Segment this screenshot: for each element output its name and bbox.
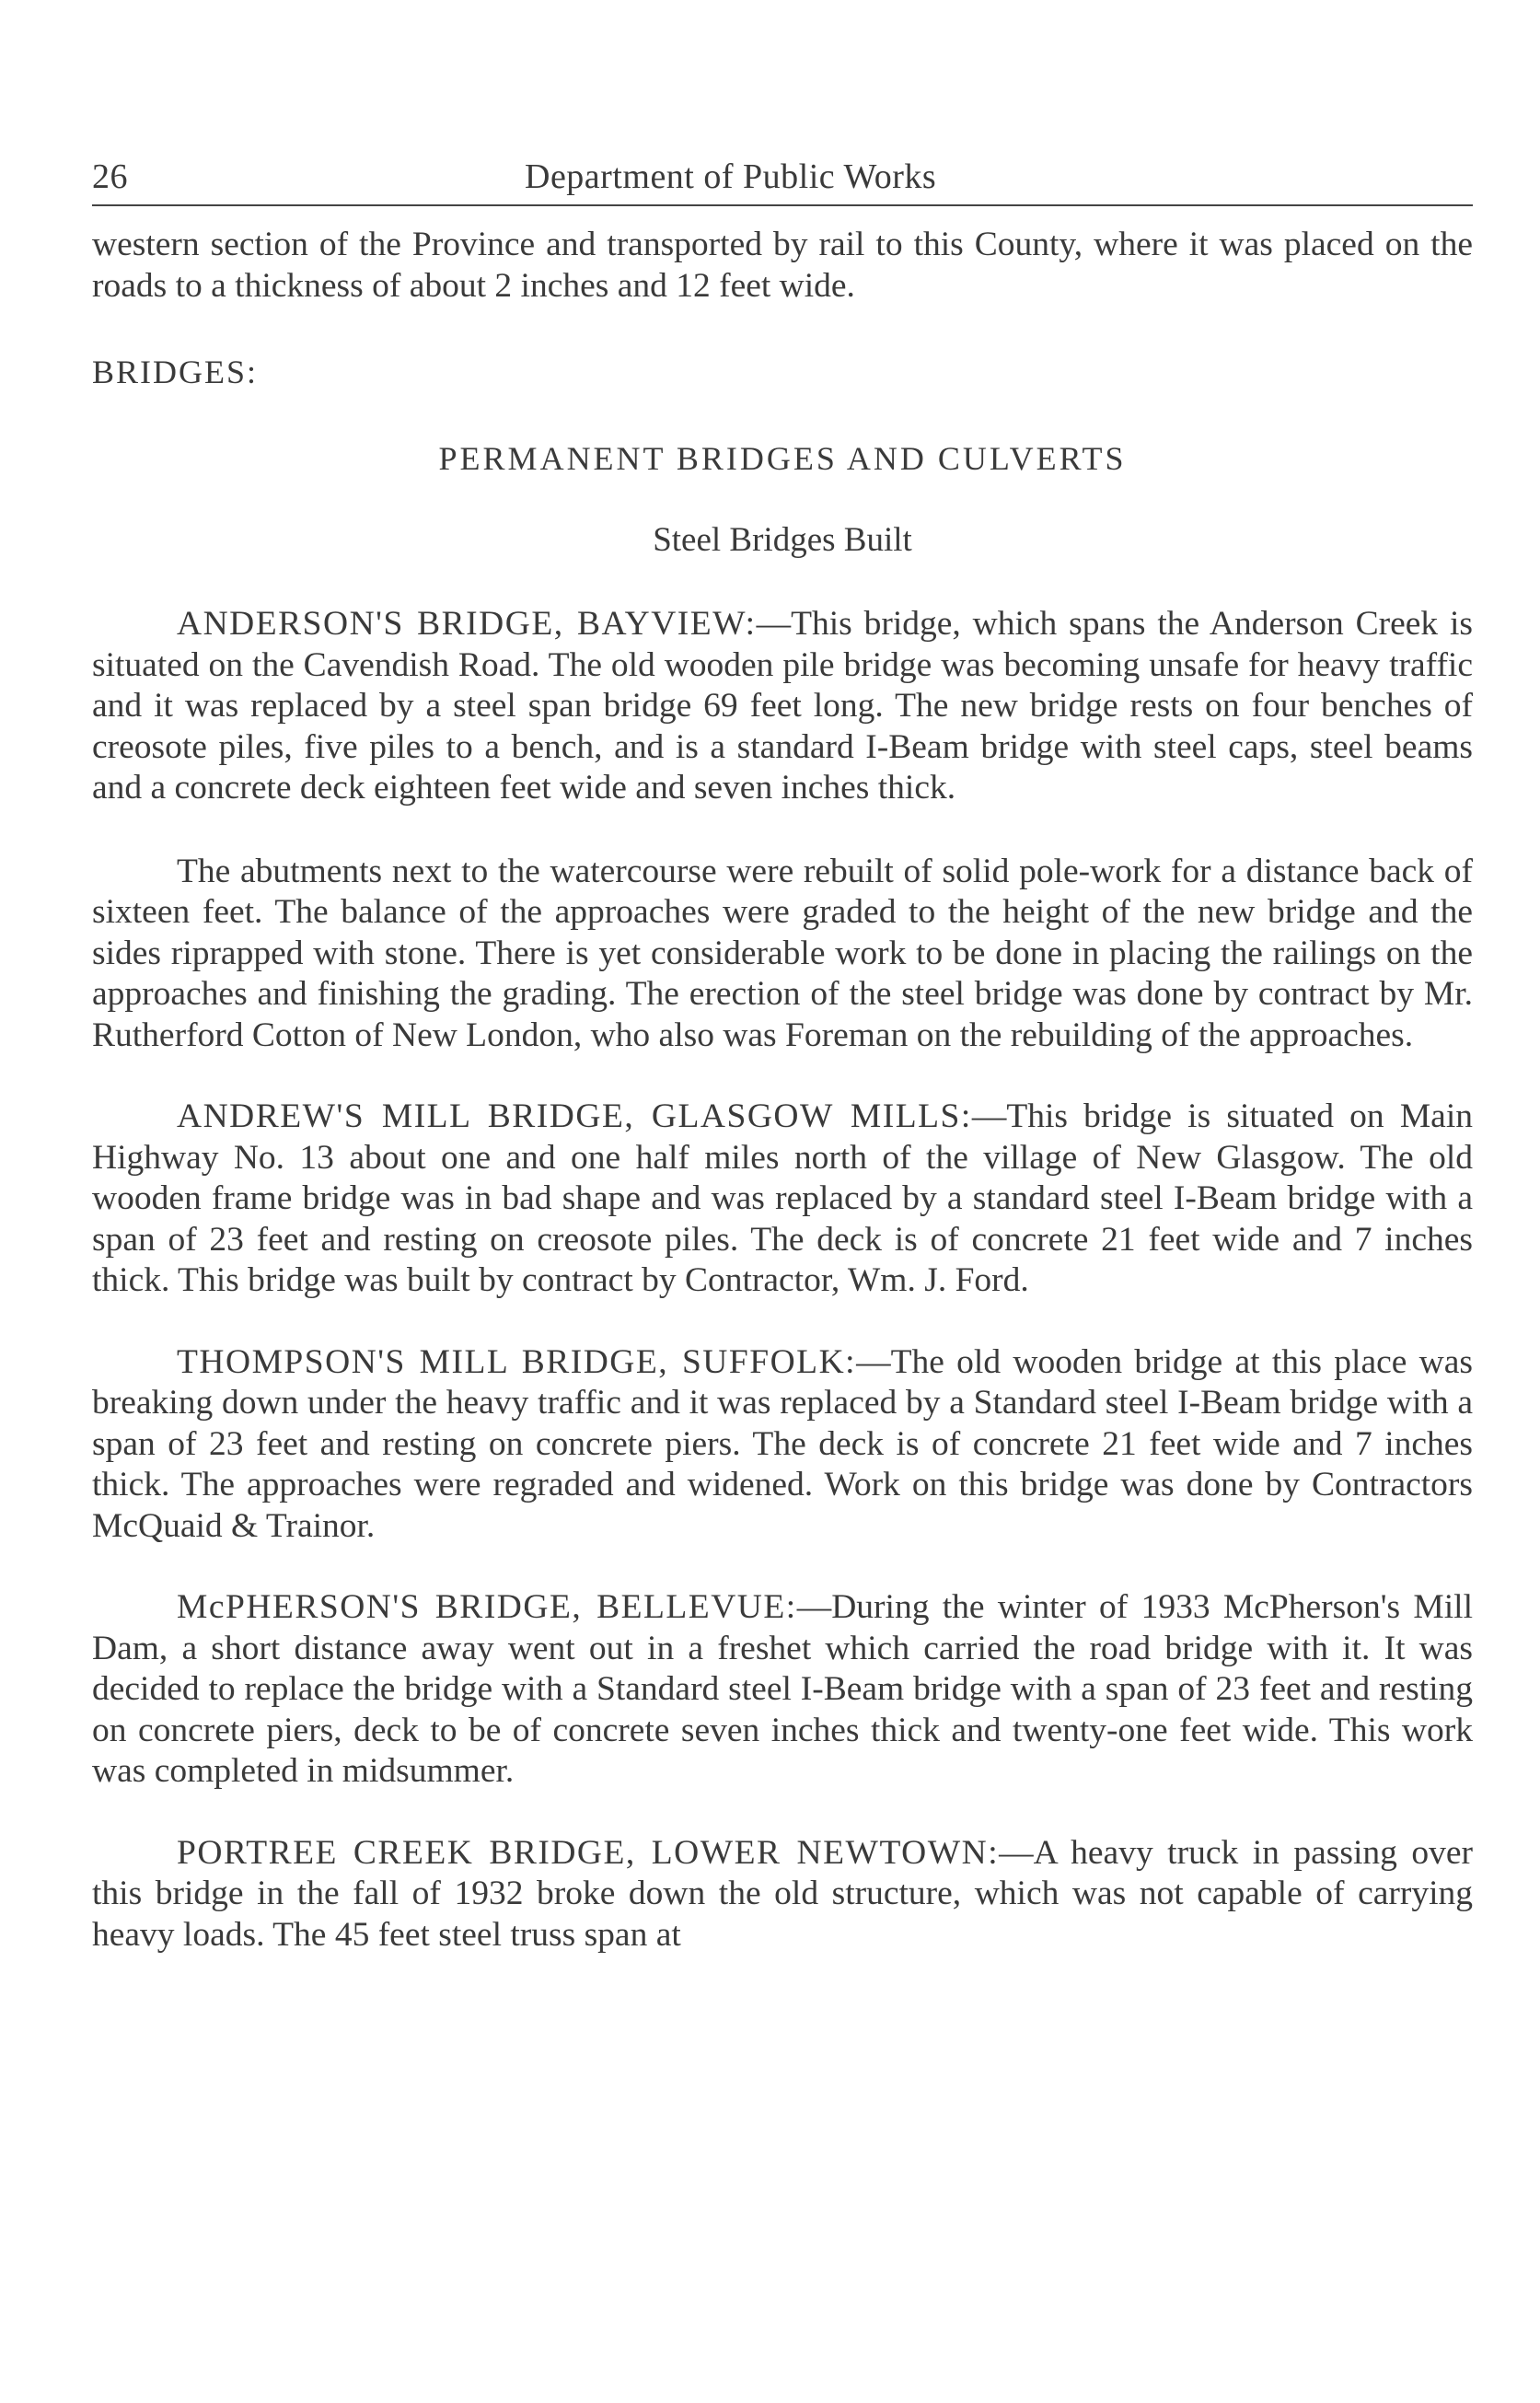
- document-page: [92, 157, 1473, 1956]
- section-label: BRIDGES:: [92, 354, 259, 390]
- bridge-paragraph-andrews: [92, 1097, 1473, 1302]
- bridge-paragraph-mcphersons: [92, 1587, 1473, 1793]
- abutments-paragraph: The abutments next to the watercourse were rebuilt of solid pole-work for a distance back of sixteen feet. The balance of the approaches were graded to the height of the new bridge and the sides riprapped with stone. There is yet considerable work to be done in placing the railings on the approaches and finishing the grading. The erection of the steel bridge was done by contract by Mr. Rutherford Cotton of New London, who also was Foreman on the rebuilding of the approaches.: [92, 852, 1473, 1054]
- bridge-name: McPHERSON'S BRIDGE, BELLEVUE:: [177, 1588, 797, 1626]
- section-heading: PERMANENT BRIDGES AND CULVERTS: [438, 440, 1127, 477]
- bridge-name: ANDERSON'S BRIDGE, BAYVIEW:: [177, 605, 757, 643]
- bridge-text: —This bridge is situated on Main Highway No. 13 about one and one half miles north of the village of New Glasgow. The old wooden frame bridge was in bad shape and was replaced by a standard steel I-Beam bridge with a span of 23 feet and resting on creosote piles. The deck is of concrete 21 feet wide and 7 inches thick. This bridge was built by contract by Contractor, Wm. J. Ford.: [92, 1097, 1473, 1299]
- bridge-paragraph-thompsons: [92, 1342, 1473, 1548]
- opening-paragraph: western section of the Province and transported by rail to this County, where it was placed on the roads to a thickness of about 2 inches and 12 feet wide.: [92, 226, 1473, 305]
- bridge-paragraph-portree: [92, 1833, 1473, 1956]
- bridge-text: —During the winter of 1933 McPherson's Mill Dam, a short distance away went out in a freshet which carried the road bridge with it. It was decided to replace the bridge with a Standard steel I-Beam bridge with a span of 23 feet and resting on concrete piers, deck to be of concrete seven inches thick and twenty-one feet wide. This work was completed in midsummer.: [92, 1588, 1473, 1790]
- bridge-name: THOMPSON'S MILL BRIDGE, SUFFOLK:: [177, 1342, 857, 1381]
- bridge-text: —A heavy truck in passing over this bridge in the fall of 1932 broke down the old structure, which was not capable of carrying heavy loads. The 45 feet steel truss span at: [92, 1833, 1473, 1954]
- running-header: [92, 157, 1473, 206]
- running-title: Department of Public Works: [525, 157, 937, 196]
- section-subheading: Steel Bridges Built: [653, 521, 912, 559]
- page-number: 26: [92, 157, 128, 196]
- bridge-text: —The old wooden bridge at this place was breaking down under the heavy traffic and it was replaced by a Standard steel I-Beam bridge with a span of 23 feet and resting on concrete piers. The deck is of concrete 21 feet wide and 7 inches thick. The approaches were regraded and widened. Work on this bridge was done by Contractors McQuaid & Trainor.: [92, 1342, 1473, 1545]
- bridge-text: —This bridge, which spans the Anderson Creek is situated on the Cavendish Road. The old wooden pile bridge was becoming unsafe for heavy traffic and it was replaced by a steel span bridge 69 feet long. The new bridge rests on four benches of creosote piles, five piles to a bench, and is a standard I-Beam bridge with steel caps, steel beams and a concrete deck eighteen feet wide and seven inches thick.: [92, 605, 1473, 807]
- bridge-name: PORTREE CREEK BRIDGE, LOWER NEWTOWN:: [177, 1833, 1000, 1872]
- bridge-name: ANDREW'S MILL BRIDGE, GLASGOW MILLS:: [177, 1097, 972, 1135]
- bridge-paragraph-anderson: [92, 604, 1473, 809]
